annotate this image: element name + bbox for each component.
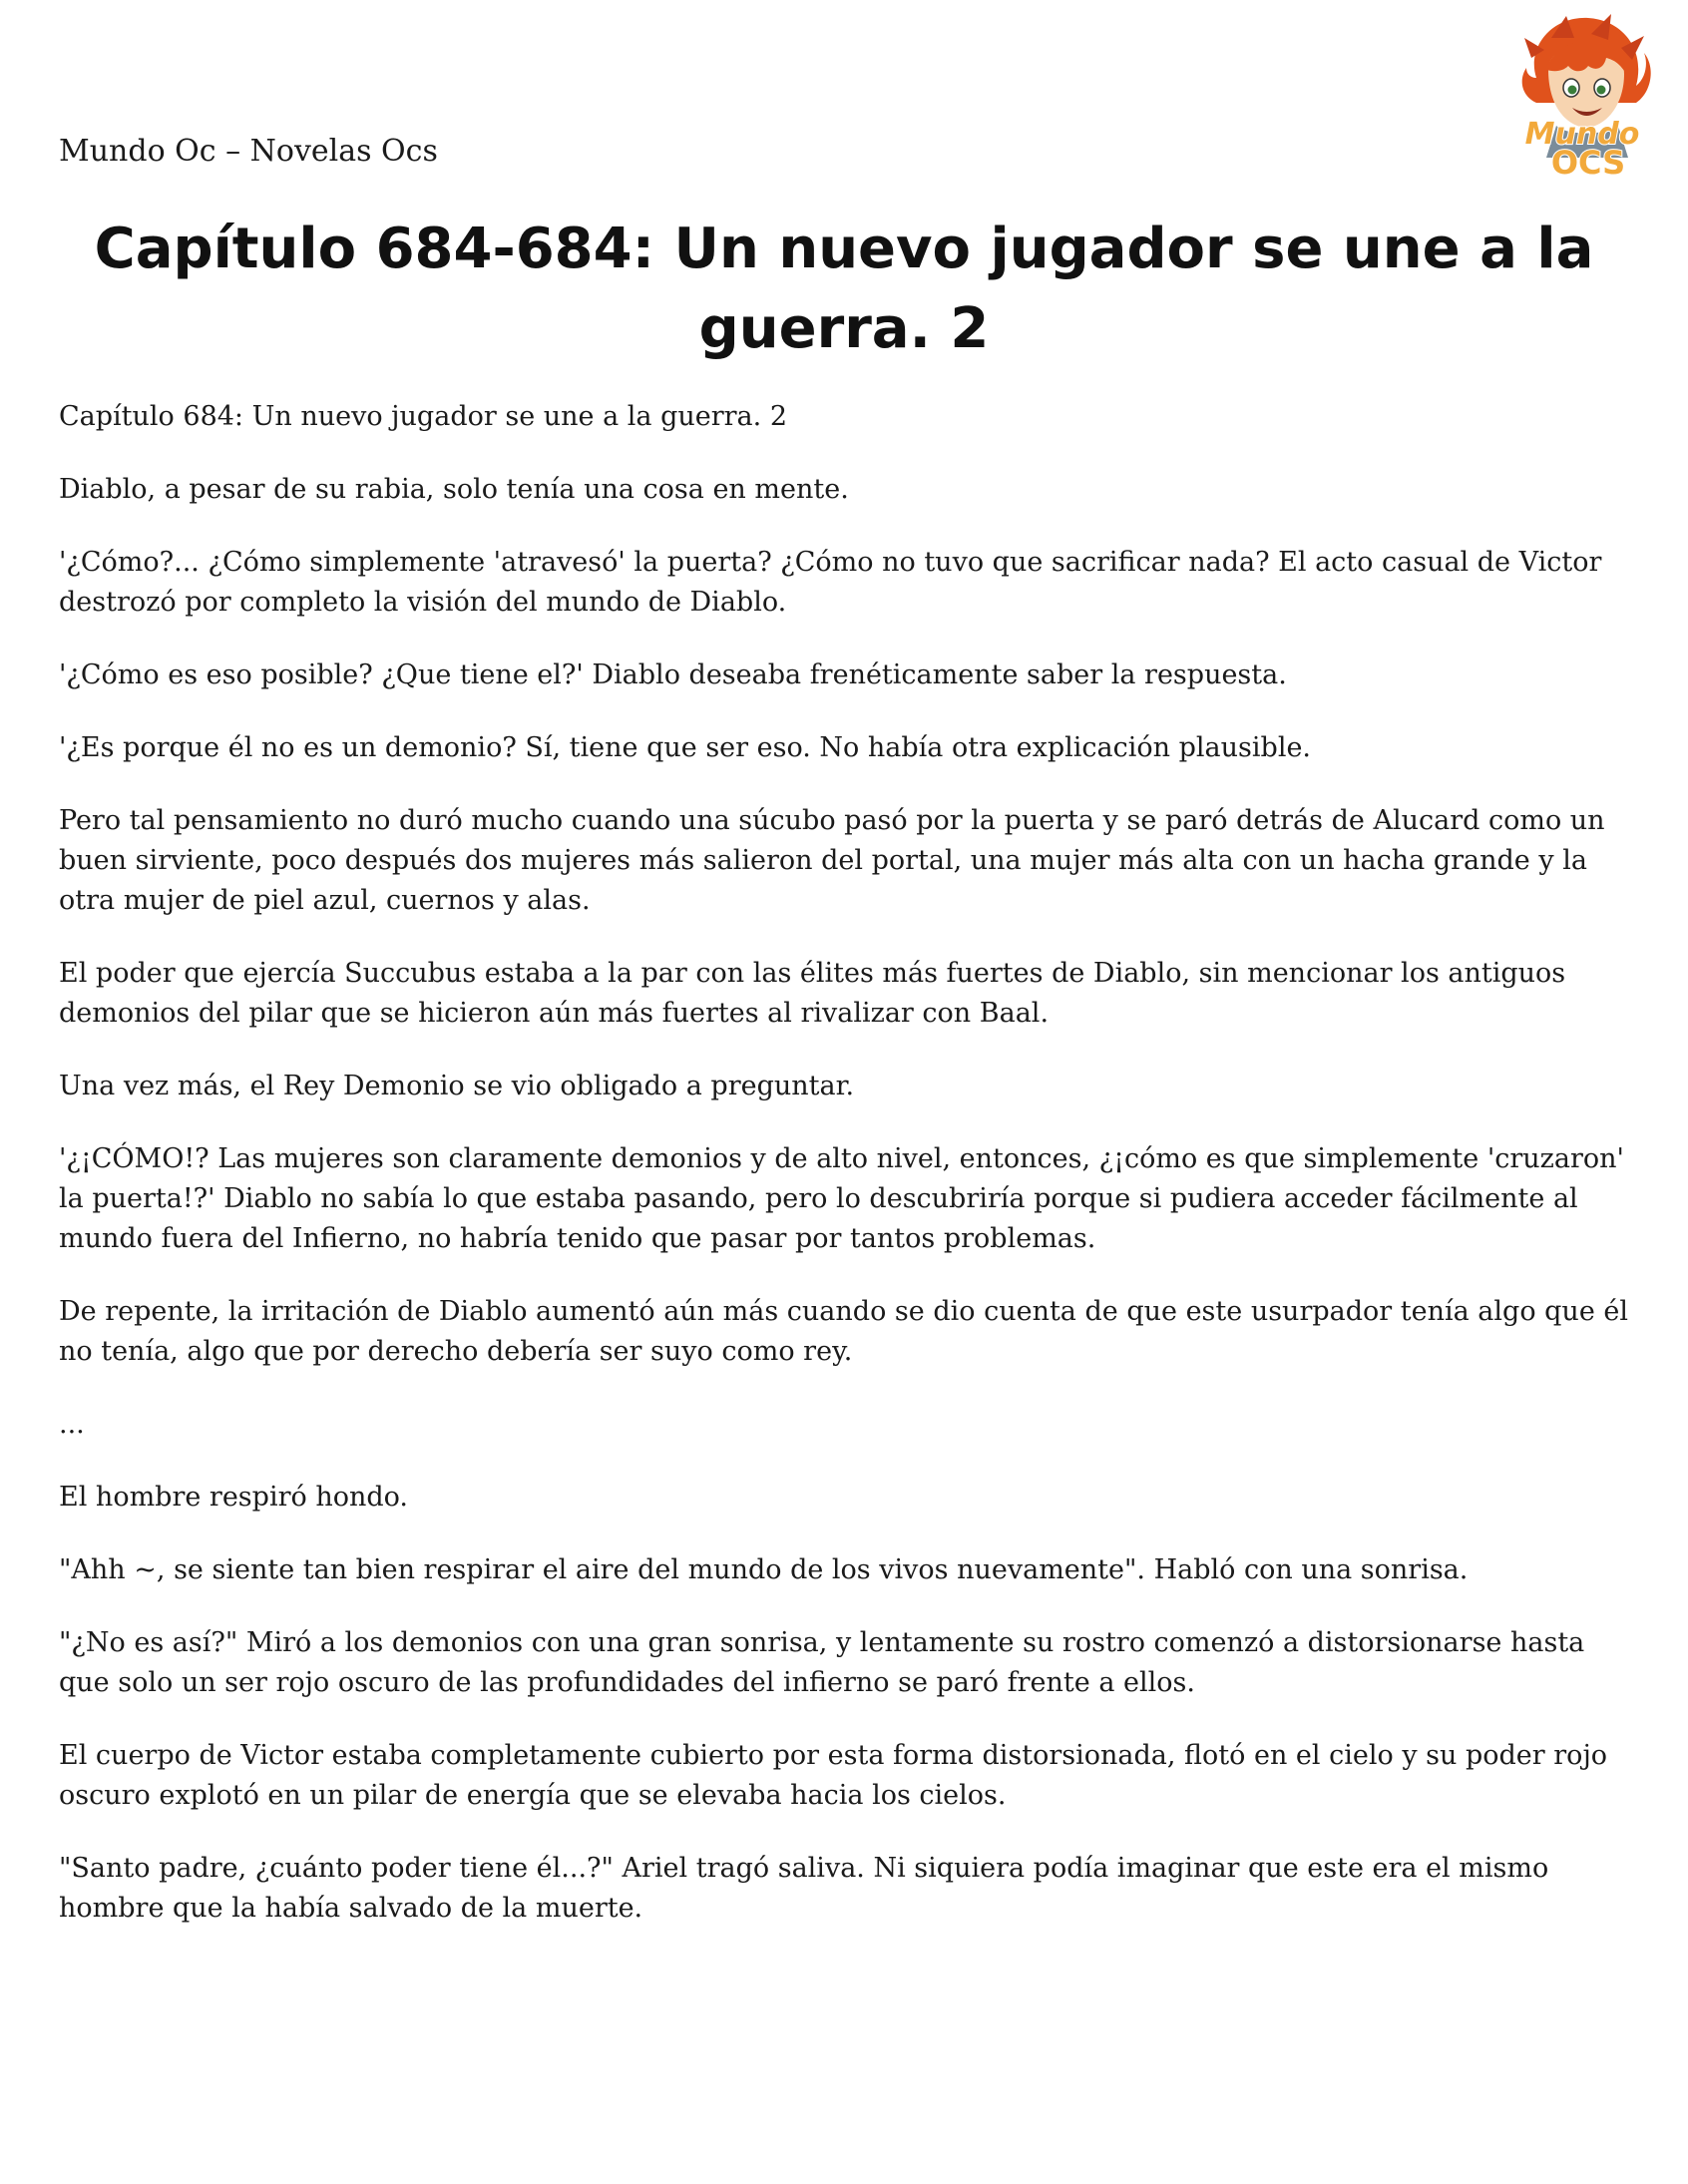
- logo-text-bottom: OCS: [1550, 144, 1626, 180]
- paragraph: "Ahh ~, se siente tan bien respirar el aire del mundo de los vivos nuevamente". Habló con una sonrisa.: [59, 1554, 1469, 1585]
- paragraph: El hombre respiró hondo.: [59, 1482, 409, 1513]
- logo-text-top: Mundo: [1524, 117, 1640, 152]
- paragraph: El poder que ejercía Succubus estaba a la par con las élites más fuertes de Diablo, sin mencionar los antiguos demonios del pilar que se hicieron aún más fuertes al rivalizar con Baal.: [59, 958, 1566, 1029]
- chapter-body: [59, 397, 1635, 1962]
- paragraph: '¿Cómo?... ¿Cómo simplemente 'atravesó' la puerta? ¿Cómo no tuvo que sacrificar nada? El acto casual de Victor destrozó por completo la visión del mundo de Diablo.: [59, 547, 1602, 618]
- paragraph: '¿Cómo es eso posible? ¿Que tiene el?' Diablo deseaba frenéticamente saber la respuesta.: [59, 659, 1287, 690]
- chapter-title: Capítulo 684-684: Un nuevo jugador se une a la guerra. 2: [94, 217, 1594, 361]
- paragraph: El cuerpo de Victor estaba completamente cubierto por esta forma distorsionada, flotó en el cielo y su poder rojo oscuro explotó en un pilar de energía que se elevaba hacia los cielos.: [59, 1740, 1608, 1811]
- paragraph: De repente, la irritación de Diablo aumentó aún más cuando se dio cuenta de que este usurpador tenía algo que él no tenía, algo que por derecho debería ser suyo como rey.: [59, 1296, 1629, 1367]
- paragraph: ...: [59, 1409, 85, 1440]
- site-header-label: Mundo Oc – Novelas Ocs: [59, 134, 438, 169]
- paragraph: "¿No es así?" Miró a los demonios con una gran sonrisa, y lentamente su rostro comenzó a distorsionarse hasta que solo un ser rojo oscuro de las profundidades del infierno se paró frente a ellos.: [59, 1627, 1585, 1698]
- mundo-ocs-logo: [1496, 8, 1668, 180]
- paragraph: Capítulo 684: Un nuevo jugador se une a la guerra. 2: [59, 401, 788, 432]
- paragraph: Pero tal pensamiento no duró mucho cuando una súcubo pasó por la puerta y se paró detrás de Alucard como un buen sirviente, poco después dos mujeres más salieron del portal, una mujer más alta con un hacha grande y la otra mujer de piel azul, cuernos y alas.: [59, 805, 1605, 916]
- paragraph: Diablo, a pesar de su rabia, solo tenía una cosa en mente.: [59, 474, 849, 505]
- paragraph: '¿Es porque él no es un demonio? Sí, tiene que ser eso. No había otra explicación plausible.: [59, 732, 1312, 763]
- paragraph: "Santo padre, ¿cuánto poder tiene él...?" Ariel tragó saliva. Ni siquiera podía imaginar que este era el mismo hombre que la había salvado de la muerte.: [59, 1853, 1549, 1924]
- paragraph: Una vez más, el Rey Demonio se vio obligado a preguntar.: [59, 1071, 855, 1101]
- paragraph: '¿¡CÓMO!? Las mujeres son claramente demonios y de alto nivel, entonces, ¿¡cómo es que simplemente 'cruzaron' la puerta!?' Diablo no sabía lo que estaba pasando, pero lo descubriría porque si pudiera acceder fácilmente al mundo fuera del Infierno, no habría tenido que pasar por tantos problemas.: [59, 1143, 1624, 1254]
